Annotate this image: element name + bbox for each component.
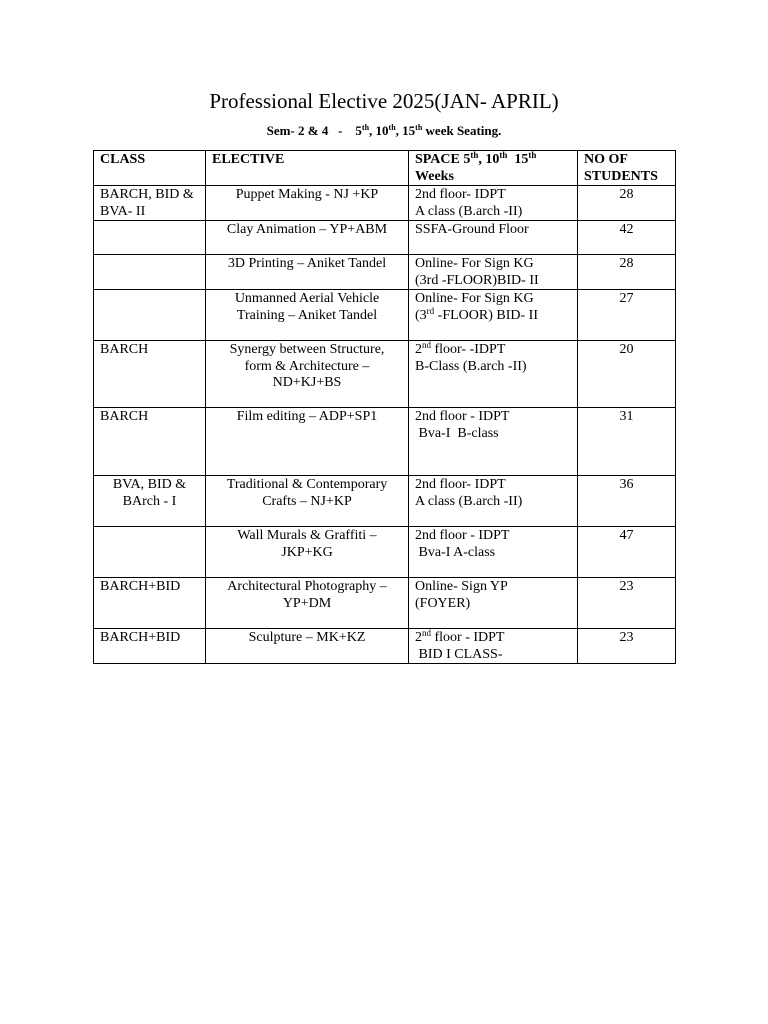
header-space — [409, 151, 578, 186]
space-line: 2nd floor - IDPT — [415, 528, 510, 543]
subtitle-week-1-suffix: th — [361, 123, 370, 132]
cell-space — [409, 476, 578, 527]
space-line: floor - IDPT — [431, 630, 505, 645]
cell-space — [409, 527, 578, 578]
elective-line: YP+DM — [282, 595, 332, 611]
space-line: SSFA-Ground Floor — [415, 222, 529, 237]
header-space-sup: th — [499, 150, 508, 160]
cell-elective — [206, 341, 409, 408]
space-line: BID I CLASS- — [415, 646, 503, 662]
cell-students: 42 — [578, 221, 676, 255]
cell-elective: 3D Printing – Aniket Tandel — [206, 255, 409, 290]
cell-students: 23 — [578, 629, 676, 664]
space-sup: nd — [422, 628, 431, 638]
cell-students: 27 — [578, 290, 676, 341]
cell-students: 36 — [578, 476, 676, 527]
elective-line: Crafts – NJ+KP — [262, 493, 352, 509]
document-subtitle — [0, 122, 768, 140]
header-space-text: 15 — [507, 152, 529, 167]
cell-class — [94, 527, 206, 578]
header-space-sup: th — [528, 150, 537, 160]
space-line: 2nd floor- IDPT — [415, 187, 506, 202]
space-line: (3 — [415, 307, 427, 323]
space-line: -FLOOR) BID- II — [434, 307, 538, 323]
elective-line: Wall Murals & Graffiti – — [237, 528, 377, 543]
elective-line: Training – Aniket Tandel — [236, 307, 378, 323]
cell-space — [409, 629, 578, 664]
subtitle-week-3-suffix: th — [415, 123, 423, 132]
space-line: B-Class (B.arch -II) — [415, 358, 527, 374]
space-line: A class (B.arch -II) — [415, 493, 523, 509]
subtitle-prefix: Sem- 2 & 4 - — [266, 123, 356, 138]
elective-line: ND+KJ+BS — [272, 375, 342, 390]
header-space-sup: th — [470, 150, 479, 160]
class-line: BArch - I — [122, 493, 177, 509]
space-sup: nd — [422, 340, 431, 350]
cell-class: BARCH, BID & BVA- II — [94, 186, 206, 221]
cell-elective — [206, 290, 409, 341]
space-line: (3rd -FLOOR)BID- II — [415, 272, 539, 288]
space-line: Online- For Sign KG — [415, 291, 534, 306]
space-line: Bva-I B-class — [415, 425, 499, 441]
subtitle-separator: , — [369, 123, 376, 138]
space-line: 2nd floor- IDPT — [415, 477, 506, 492]
cell-class: BARCH — [94, 341, 206, 408]
cell-elective: Sculpture – MK+KZ — [206, 629, 409, 664]
class-line: BVA, BID & — [112, 477, 187, 492]
table-row — [94, 629, 676, 664]
cell-class — [94, 221, 206, 255]
subtitle-week-2-suffix: th — [388, 123, 396, 132]
space-line: A class (B.arch -II) — [415, 203, 523, 219]
header-elective: ELECTIVE — [206, 151, 409, 186]
cell-space — [409, 186, 578, 221]
table-row — [94, 341, 676, 408]
cell-class — [94, 476, 206, 527]
space-sup: rd — [426, 305, 435, 316]
elective-line: Traditional & Contemporary — [226, 477, 388, 492]
elective-line: Synergy between Structure, — [229, 342, 385, 357]
subtitle-suffix: week Seating. — [422, 123, 502, 138]
cell-students: 20 — [578, 341, 676, 408]
cell-elective — [206, 476, 409, 527]
header-space-text: , 10 — [478, 152, 500, 167]
cell-students: 28 — [578, 255, 676, 290]
document-title: Professional Elective 2025(JAN- APRIL) — [209, 89, 559, 113]
cell-students: 31 — [578, 408, 676, 476]
cell-elective: Film editing – ADP+SP1 — [206, 408, 409, 476]
space-line: Online- Sign YP — [415, 579, 508, 594]
cell-space — [409, 255, 578, 290]
space-line: 2 — [415, 342, 422, 357]
cell-elective: Puppet Making - NJ +KP — [206, 186, 409, 221]
cell-students: 28 — [578, 186, 676, 221]
elective-line: Unmanned Aerial Vehicle — [234, 291, 380, 306]
header-students: NO OF STUDENTS — [578, 151, 676, 186]
seating-table — [93, 150, 676, 664]
space-line: (FOYER) — [415, 595, 471, 611]
header-class: CLASS — [94, 151, 206, 186]
subtitle-week-2: 10 — [375, 123, 389, 138]
cell-space — [409, 408, 578, 476]
cell-space — [409, 221, 578, 255]
subtitle-week-3: 15 — [402, 123, 416, 138]
table-row — [94, 408, 676, 476]
table-row — [94, 290, 676, 341]
cell-class: BARCH+BID — [94, 578, 206, 629]
cell-space — [409, 290, 578, 341]
table-row — [94, 527, 676, 578]
table-row — [94, 255, 676, 290]
table-row — [94, 186, 676, 221]
cell-space — [409, 341, 578, 408]
space-line: floor- -IDPT — [431, 342, 506, 357]
elective-line: JKP+KG — [281, 544, 333, 560]
header-space-text: SPACE 5 — [415, 152, 471, 167]
cell-space — [409, 578, 578, 629]
cell-class: BARCH — [94, 408, 206, 476]
subtitle-week-1: 5 — [355, 123, 362, 138]
space-line: 2nd floor - IDPT — [415, 409, 510, 424]
cell-class: BARCH+BID — [94, 629, 206, 664]
elective-line: form & Architecture – — [244, 358, 370, 374]
elective-line: Architectural Photography – — [227, 579, 387, 594]
cell-students: 23 — [578, 578, 676, 629]
table-row — [94, 476, 676, 527]
subtitle-separator: , — [395, 123, 403, 138]
cell-class — [94, 290, 206, 341]
cell-elective: Clay Animation – YP+ABM — [206, 221, 409, 255]
cell-elective — [206, 578, 409, 629]
space-line: Bva-I A-class — [415, 544, 496, 560]
table-header-row — [94, 151, 676, 186]
space-line: 2 — [415, 630, 422, 645]
header-space-weeks: Weeks — [415, 168, 454, 184]
cell-elective — [206, 527, 409, 578]
cell-students: 47 — [578, 527, 676, 578]
table-row — [94, 221, 676, 255]
space-line: Online- For Sign KG — [415, 256, 534, 271]
table-row — [94, 578, 676, 629]
cell-class — [94, 255, 206, 290]
